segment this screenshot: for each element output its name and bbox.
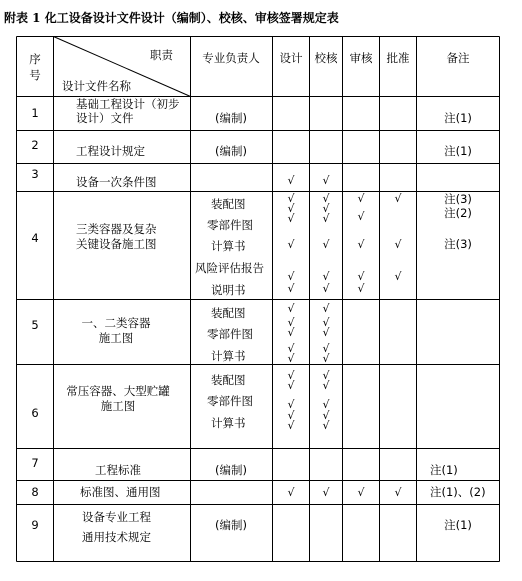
header-seq-1: 序	[29, 52, 41, 66]
row-5-no: 5	[31, 318, 39, 332]
row-6-no: 6	[31, 406, 39, 420]
header-duty: 职责	[150, 48, 173, 62]
row-1-name-line1: 基础工程设计（初步	[76, 97, 180, 111]
row-4-check: √	[357, 238, 365, 251]
header-design: 设计	[279, 51, 303, 65]
row-5-sub-calc: 计算书	[211, 349, 246, 363]
row-4-check: √	[322, 238, 330, 251]
row-6-sub-assembly: 装配图	[211, 373, 246, 387]
row-6-check: √	[322, 398, 330, 411]
row-6-name-line2: 施工图	[100, 399, 136, 413]
row-4-check: √	[287, 282, 295, 295]
row-4-sub-manual: 说明书	[211, 283, 246, 297]
row-1-responsible: (编制)	[215, 111, 247, 125]
row-5-check: √	[322, 352, 330, 365]
row-4-check: √	[287, 212, 295, 225]
row-4-check: √	[287, 238, 295, 251]
row-4-sub-assembly: 装配图	[211, 197, 246, 211]
row-2-name: 工程设计规定	[76, 144, 145, 158]
row-2-remark: 注(1)	[444, 144, 472, 158]
row-4-check: √	[394, 192, 402, 205]
row-8-review-check: √	[357, 486, 365, 499]
row-8-no: 8	[31, 485, 39, 499]
row-7-remark: 注(1)	[430, 463, 458, 477]
row-5-name-line1: 一、二类容器	[81, 316, 151, 330]
row-9-remark: 注(1)	[444, 518, 472, 532]
row-8-check-check: √	[322, 486, 330, 499]
row-4-check: √	[357, 210, 365, 223]
row-4-check: √	[394, 270, 402, 283]
row-8-approve-check: √	[394, 486, 402, 499]
row-7-name: 工程标准	[95, 463, 141, 477]
row-4-check: √	[394, 238, 402, 251]
row-5-check: √	[322, 342, 330, 355]
table-title: 附表 1 化工设备设计文件设计（编制）、校核、审核签署规定表	[4, 11, 339, 25]
row-1-name-line2: 设计）文件	[76, 111, 134, 125]
header-seq-2: 号	[29, 68, 41, 82]
row-6-check: √	[322, 369, 330, 382]
row-7-responsible: (编制)	[215, 463, 247, 477]
row-4-check: √	[322, 270, 330, 283]
row-4-sub-calc: 计算书	[211, 239, 246, 253]
row-6-check: √	[287, 369, 295, 382]
row-6-check: √	[287, 379, 295, 392]
row-9-name-line2: 通用技术规定	[82, 530, 151, 544]
row-5-check: √	[287, 342, 295, 355]
row-6-check: √	[287, 419, 295, 432]
row-6-sub-parts: 零部件图	[207, 394, 253, 408]
row-2-no: 2	[31, 138, 39, 152]
row-4-check: √	[322, 282, 330, 295]
row-3-name: 设备一次条件图	[76, 175, 157, 189]
row-6-check: √	[287, 398, 295, 411]
row-4-name-line2: 关键设备施工图	[76, 237, 157, 251]
row-8-name: 标准图、通用图	[80, 485, 161, 499]
row-5-check: √	[287, 302, 295, 315]
row-3-design-check: √	[287, 174, 295, 187]
header-remark: 备注	[446, 51, 470, 65]
row-9-no: 9	[31, 518, 39, 532]
row-5-name-line2: 施工图	[98, 331, 134, 345]
row-4-remark-3: 注(3)	[444, 237, 472, 251]
row-4-check: √	[287, 202, 295, 215]
row-6-sub-calc: 计算书	[211, 416, 246, 430]
row-4-check: √	[322, 212, 330, 225]
row-4-no: 4	[31, 231, 39, 245]
row-6-check: √	[322, 419, 330, 432]
row-4-check: √	[357, 270, 365, 283]
header-responsible: 专业负责人	[202, 51, 260, 65]
row-4-remark-1: 注(3)	[444, 192, 472, 206]
row-4-check: √	[322, 202, 330, 215]
row-5-check: √	[287, 352, 295, 365]
row-4-check: √	[357, 192, 365, 205]
row-9-name-line1: 设备专业工程	[82, 510, 151, 524]
row-4-name-line1: 三类容器及复杂	[76, 222, 157, 236]
row-1-remark: 注(1)	[444, 111, 472, 125]
header-file-name: 设计文件名称	[62, 79, 131, 93]
row-8-remark: 注(1)、(2)	[430, 485, 486, 499]
row-4-remark-2: 注(2)	[444, 206, 472, 220]
header-approve: 批准	[386, 51, 410, 65]
row-4-check: √	[322, 192, 330, 205]
row-6-name-line1: 常压容器、大型贮罐	[66, 384, 170, 398]
row-5-check: √	[287, 316, 295, 329]
row-4-check: √	[287, 192, 295, 205]
row-7-no: 7	[31, 456, 39, 470]
row-5-sub-parts: 零部件图	[207, 327, 253, 341]
row-4-check: √	[287, 270, 295, 283]
row-4-sub-risk: 风险评估报告	[195, 261, 264, 275]
row-5-check: √	[287, 326, 295, 339]
header-review: 审核	[349, 51, 373, 65]
row-5-check: √	[322, 326, 330, 339]
row-3-check-check: √	[322, 174, 330, 187]
row-4-check: √	[357, 282, 365, 295]
row-6-check: √	[322, 409, 330, 422]
row-1-no: 1	[31, 106, 39, 120]
row-6-check: √	[322, 379, 330, 392]
row-4-sub-parts: 零部件图	[207, 218, 253, 232]
row-5-check: √	[322, 316, 330, 329]
row-5-sub-assembly: 装配图	[211, 306, 246, 320]
row-5-check: √	[322, 302, 330, 315]
row-9-responsible: (编制)	[215, 518, 247, 532]
row-3-no: 3	[31, 167, 39, 181]
row-6-check: √	[287, 409, 295, 422]
row-8-design-check: √	[287, 486, 295, 499]
row-2-responsible: (编制)	[215, 144, 247, 158]
header-check: 校核	[314, 51, 338, 65]
